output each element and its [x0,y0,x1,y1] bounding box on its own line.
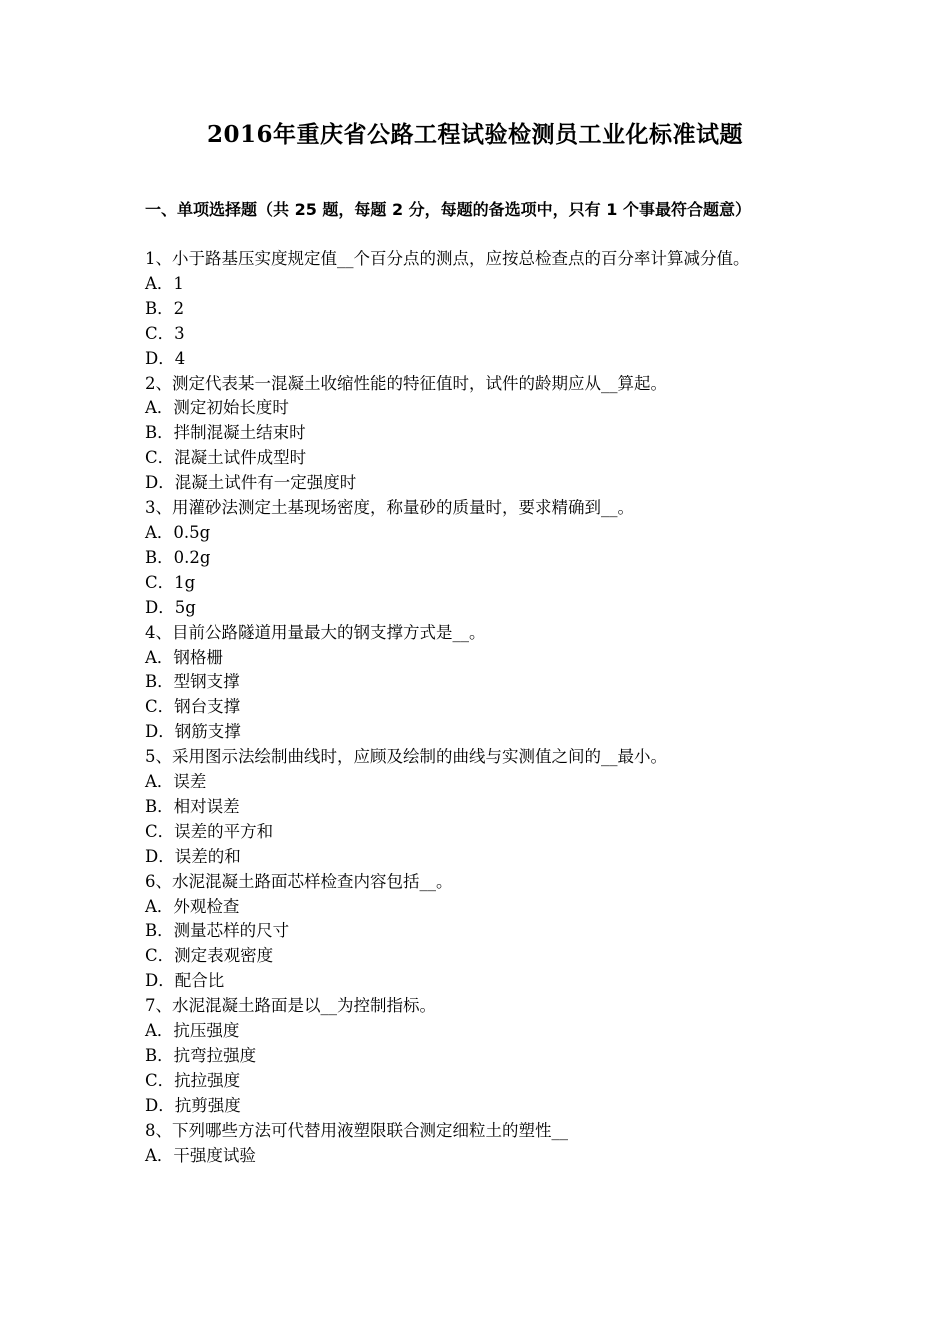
option-d: D．误差的和 [145,846,241,866]
section-heading: 一、单项选择题（共 25 题，每题 2 分，每题的备选项中，只有 1 个事最符合题意） [145,200,751,219]
option-d: D．抗剪强度 [145,1095,241,1115]
question-4 [145,621,810,746]
question-stem: 1、小于路基压实度规定值__个百分点的测点，应按总检查点的百分率计算减分值。 [145,249,750,268]
option-b: B．拌制混凝土结束时 [145,423,306,443]
question-3 [145,496,810,621]
option-c: C．混凝土试件成型时 [145,448,307,468]
option-d: D．配合比 [145,971,225,991]
question-stem: 8、下列哪些方法可代替用液塑限联合测定细粒土的塑性__ [145,1120,568,1140]
option-c: C．误差的平方和 [145,821,274,841]
option-b: B．测量芯样的尺寸 [145,921,290,941]
option-d: D．混凝土试件有一定强度时 [145,473,357,493]
option-c: C．抗拉强度 [145,1070,241,1090]
option-a: A．0.5g [145,522,211,542]
document-title: 2016年重庆省公路工程试验检测员工业化标准试题 [206,121,743,148]
question-7 [145,994,810,1119]
question-list [145,247,810,1169]
question-6 [145,870,810,995]
option-b: B．2 [145,298,185,318]
option-a: A．干强度试验 [145,1145,256,1165]
option-b: B．抗弯拉强度 [145,1046,257,1065]
option-a: A．钢格栅 [145,647,223,667]
option-a: A．1 [145,273,184,293]
question-5 [145,745,810,870]
question-8 [145,1119,810,1169]
option-c: C．钢台支撑 [145,697,241,717]
question-stem: 6、水泥混凝土路面芯样检查内容包括__。 [145,871,453,891]
question-stem: 5、采用图示法绘制曲线时，应顾及绘制的曲线与实测值之间的__最小。 [145,747,667,767]
question-stem: 3、用灌砂法测定土基现场密度，称量砂的质量时，要求精确到__。 [145,498,634,518]
question-stem: 4、目前公路隧道用量最大的钢支撑方式是__。 [145,622,486,642]
option-a: A．外观检查 [145,896,240,916]
option-a: A．测定初始长度时 [145,398,289,418]
option-a: A．抗压强度 [145,1021,240,1041]
option-d: D．钢筋支撑 [145,722,241,742]
option-b: B．0.2g [145,547,211,567]
option-d: D．4 [145,348,186,368]
option-c: C．1g [145,572,196,592]
option-c: C．测定表观密度 [145,946,274,966]
question-2 [145,372,810,497]
option-a: A．误差 [145,772,207,792]
option-b: B．型钢支撑 [145,672,240,692]
option-b: B．相对误差 [145,796,240,816]
option-c: C．3 [145,323,185,343]
option-d: D．5g [145,597,196,617]
question-1 [145,247,810,372]
question-stem: 7、水泥混凝土路面是以__为控制指标。 [145,996,436,1016]
question-stem: 2、测定代表某一混凝土收缩性能的特征值时，试件的龄期应从__算起。 [145,373,667,393]
